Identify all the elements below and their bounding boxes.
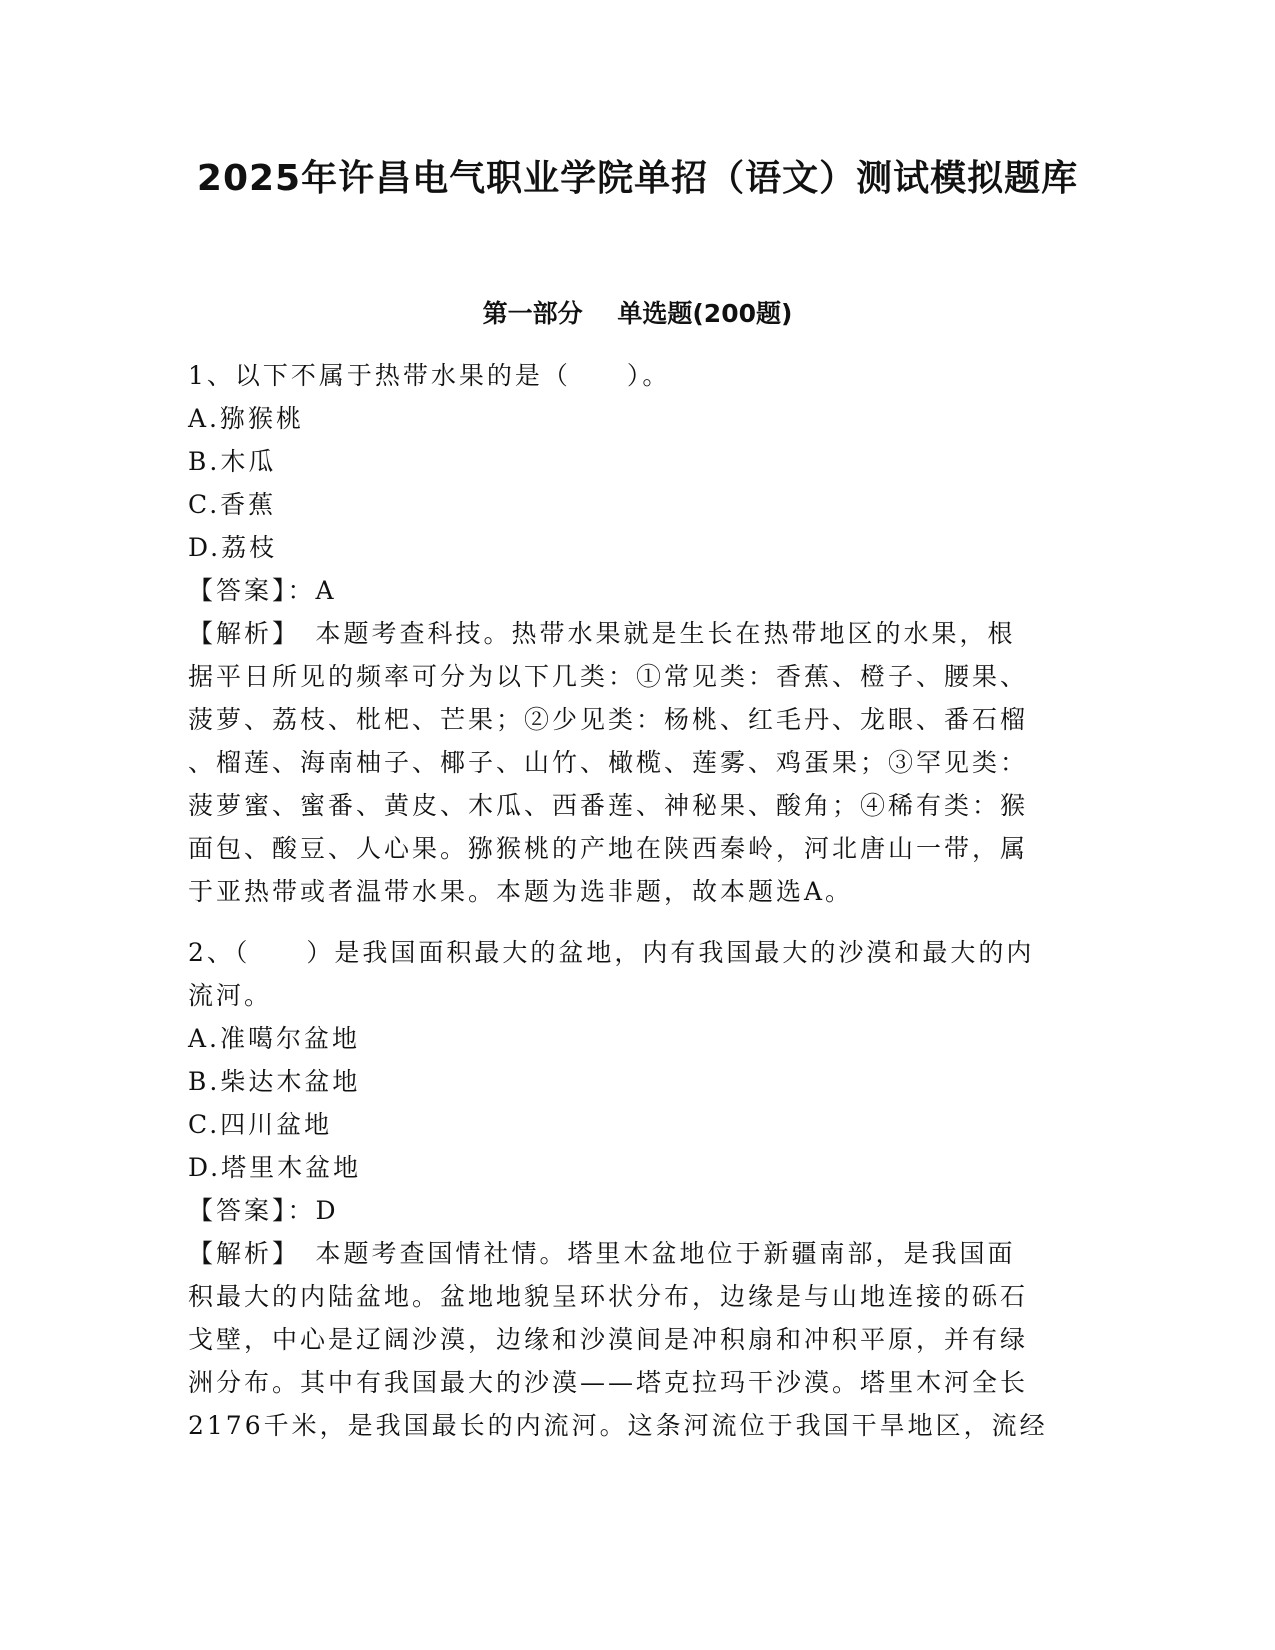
question-item xyxy=(188,931,1088,1447)
analysis-line: 戈壁，中心是辽阔沙漠，边缘和沙漠间是冲积扇和冲积平原，并有绿 xyxy=(188,1325,1029,1354)
analysis-line: 面包、酸豆、人心果。猕猴桃的产地在陕西秦岭，河北唐山一带，属 xyxy=(188,834,1029,863)
option-c: C.四川盆地 xyxy=(188,1110,333,1139)
analysis xyxy=(188,1232,1088,1447)
analysis xyxy=(188,612,1088,913)
option-d: D.塔里木盆地 xyxy=(188,1153,362,1182)
question-stem: 1、以下不属于热带水果的是（ ）。 xyxy=(188,361,671,390)
answer: 【答案】：A xyxy=(188,576,337,605)
option-c: C.香蕉 xyxy=(188,490,277,519)
analysis-line: 【解析】 本题考查国情社情。塔里木盆地位于新疆南部，是我国面 xyxy=(188,1239,1016,1268)
analysis-line: 于亚热带或者温带水果。本题为选非题，故本题选A。 xyxy=(188,877,854,906)
document-title: 2025年许昌电气职业学院单招（语文）测试模拟题库 xyxy=(196,158,1079,199)
analysis-line: 2176千米，是我国最长的内流河。这条河流位于我国干旱地区，流经 xyxy=(188,1411,1048,1440)
analysis-line: 据平日所见的频率可分为以下几类：①常见类：香蕉、橙子、腰果、 xyxy=(188,662,1029,691)
analysis-line: 、榴莲、海南柚子、椰子、山竹、橄榄、莲雾、鸡蛋果；③罕见类： xyxy=(188,748,1029,777)
section-heading: 第一部分 单选题(200题) xyxy=(482,299,793,328)
answer: 【答案】：D xyxy=(188,1196,339,1225)
analysis-line: 菠萝蜜、蜜番、黄皮、木瓜、西番莲、神秘果、酸角；④稀有类：猴 xyxy=(188,791,1029,820)
option-b: B.柴达木盆地 xyxy=(188,1067,361,1096)
option-a: A.准噶尔盆地 xyxy=(188,1024,361,1053)
analysis-line: 洲分布。其中有我国最大的沙漠——塔克拉玛干沙漠。塔里木河全长 xyxy=(188,1368,1029,1397)
option-d: D.荔枝 xyxy=(188,533,278,562)
question-stem: 流河。 xyxy=(188,981,273,1010)
question-separator xyxy=(188,913,1088,931)
analysis-line: 菠萝、荔枝、枇杷、芒果；②少见类：杨桃、红毛丹、龙眼、番石榴 xyxy=(188,705,1029,734)
analysis-line: 积最大的内陆盆地。盆地地貌呈环状分布，边缘是与山地连接的砾石 xyxy=(188,1282,1029,1311)
analysis-line: 【解析】 本题考查科技。热带水果就是生长在热带地区的水果，根 xyxy=(188,619,1016,648)
option-b: B.木瓜 xyxy=(188,447,277,476)
question-list xyxy=(188,354,1088,1447)
question-stem: 2、（ ）是我国面积最大的盆地，内有我国最大的沙漠和最大的内 xyxy=(188,938,1035,967)
option-a: A.猕猴桃 xyxy=(188,404,305,433)
question-item xyxy=(188,354,1088,913)
